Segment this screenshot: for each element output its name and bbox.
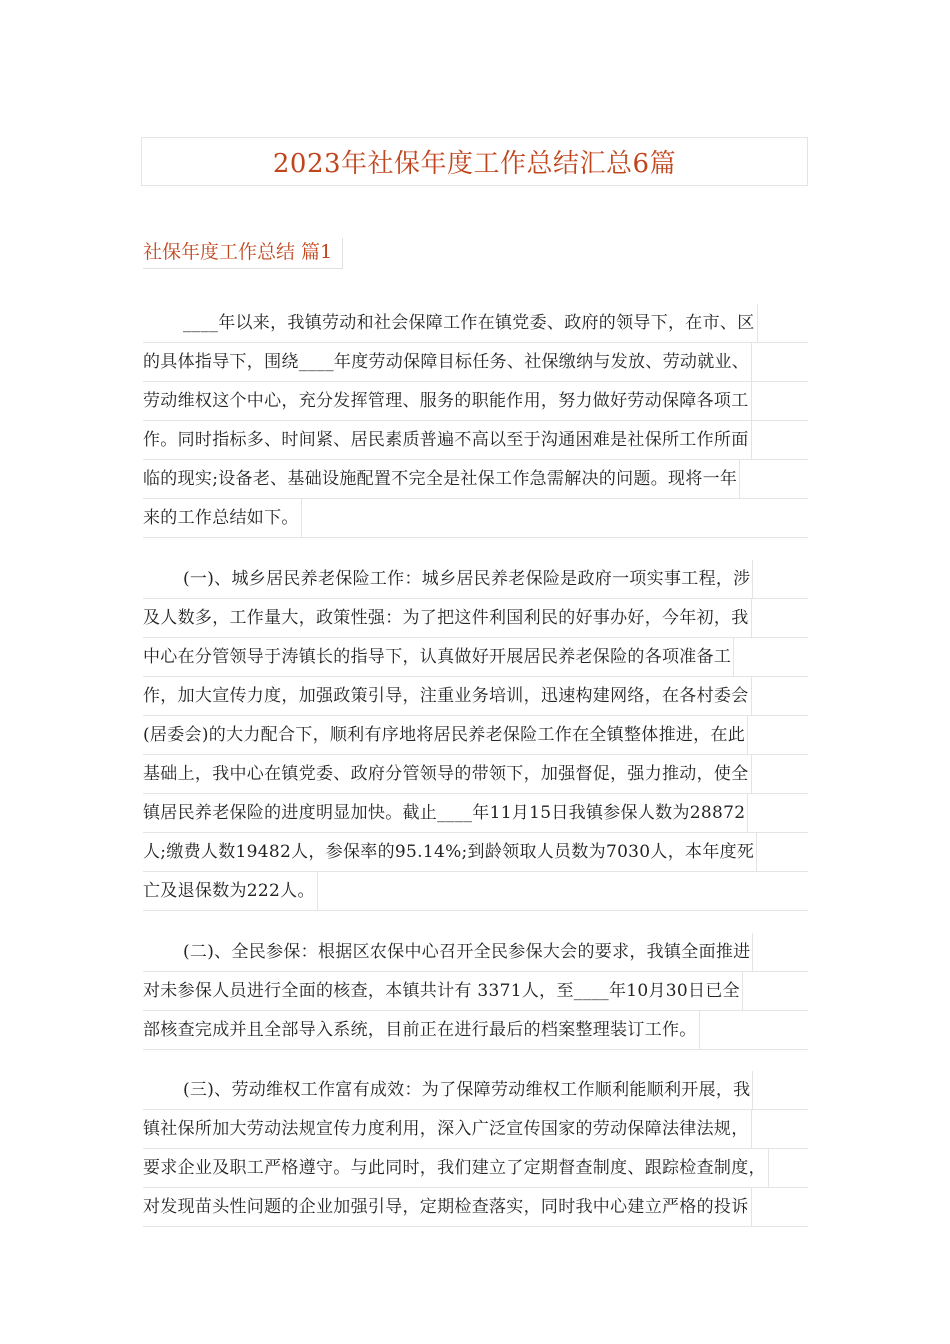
paragraph-line: 对未参保人员进行全面的核查，本镇共计有 3371人，至____年10月30日已全: [143, 972, 808, 1011]
paragraph-line: 作。同时指标多、时间紧、居民素质普遍不高以至于沟通困难是社保所工作所面: [143, 421, 808, 460]
paragraph-line: (一)、城乡居民养老保险工作：城乡居民养老保险是政府一项实事工程，涉: [143, 560, 808, 599]
paragraph-line: 亡及退保数为222人。: [143, 872, 808, 911]
paragraph-line: 及人数多，工作量大，政策性强：为了把这件利国利民的好事办好，今年初，我: [143, 599, 808, 638]
paragraph-line: 部核查完成并且全部导入系统，目前正在进行最后的档案整理装订工作。: [143, 1011, 808, 1050]
paragraph-line: 作，加大宣传力度，加强政策引导，注重业务培训，迅速构建网络，在各村委会: [143, 677, 808, 716]
paragraph-2: [143, 560, 808, 911]
paragraph-line: 镇居民养老保险的进度明显加快。截止____年11月15日我镇参保人数为28872: [143, 794, 808, 833]
paragraph-line: 的具体指导下，围绕____年度劳动保障目标任务、社保缴纳与发放、劳动就业、: [143, 343, 808, 382]
paragraph-line: 临的现实;设备老、基础设施配置不完全是社保工作急需解决的问题。现将一年: [143, 460, 808, 499]
document-title-box: [141, 137, 808, 186]
paragraph-line: ____年以来，我镇劳动和社会保障工作在镇党委、政府的领导下，在市、区: [143, 304, 808, 343]
paragraph-1: [143, 304, 808, 538]
paragraph-3: [143, 933, 808, 1050]
paragraph-line: (居委会)的大力配合下，顺利有序地将居民养老保险工作在全镇整体推进，在此: [143, 716, 808, 755]
paragraph-line: 镇社保所加大劳动法规宣传力度利用，深入广泛宣传国家的劳动保障法律法规，: [143, 1110, 808, 1149]
paragraph-line: 人;缴费人数19482人，参保率的95.14%;到龄领取人员数为7030人，本年度死: [143, 833, 808, 872]
paragraph-line: 中心在分管领导于涛镇长的指导下，认真做好开展居民养老保险的各项准备工: [143, 638, 808, 677]
paragraph-line: 要求企业及职工严格遵守。与此同时，我们建立了定期督查制度、跟踪检查制度，: [143, 1149, 808, 1188]
paragraph-line: (三)、劳动维权工作富有成效：为了保障劳动维权工作顺利能顺利开展，我: [143, 1071, 808, 1110]
paragraph-line: 对发现苗头性问题的企业加强引导，定期检查落实，同时我中心建立严格的投诉: [143, 1188, 808, 1227]
paragraph-4: [143, 1071, 808, 1227]
paragraph-line: 劳动维权这个中心，充分发挥管理、服务的职能作用，努力做好劳动保障各项工: [143, 382, 808, 421]
paragraph-line: 基础上，我中心在镇党委、政府分管领导的带领下，加强督促，强力推动，使全: [143, 755, 808, 794]
document-title: 2023年社保年度工作总结汇总6篇: [272, 149, 677, 179]
section-heading: 社保年度工作总结 篇1: [143, 238, 343, 269]
paragraph-line: 来的工作总结如下。: [143, 499, 808, 538]
paragraph-line: (二)、全民参保：根据区农保中心召开全民参保大会的要求，我镇全面推进: [143, 933, 808, 972]
